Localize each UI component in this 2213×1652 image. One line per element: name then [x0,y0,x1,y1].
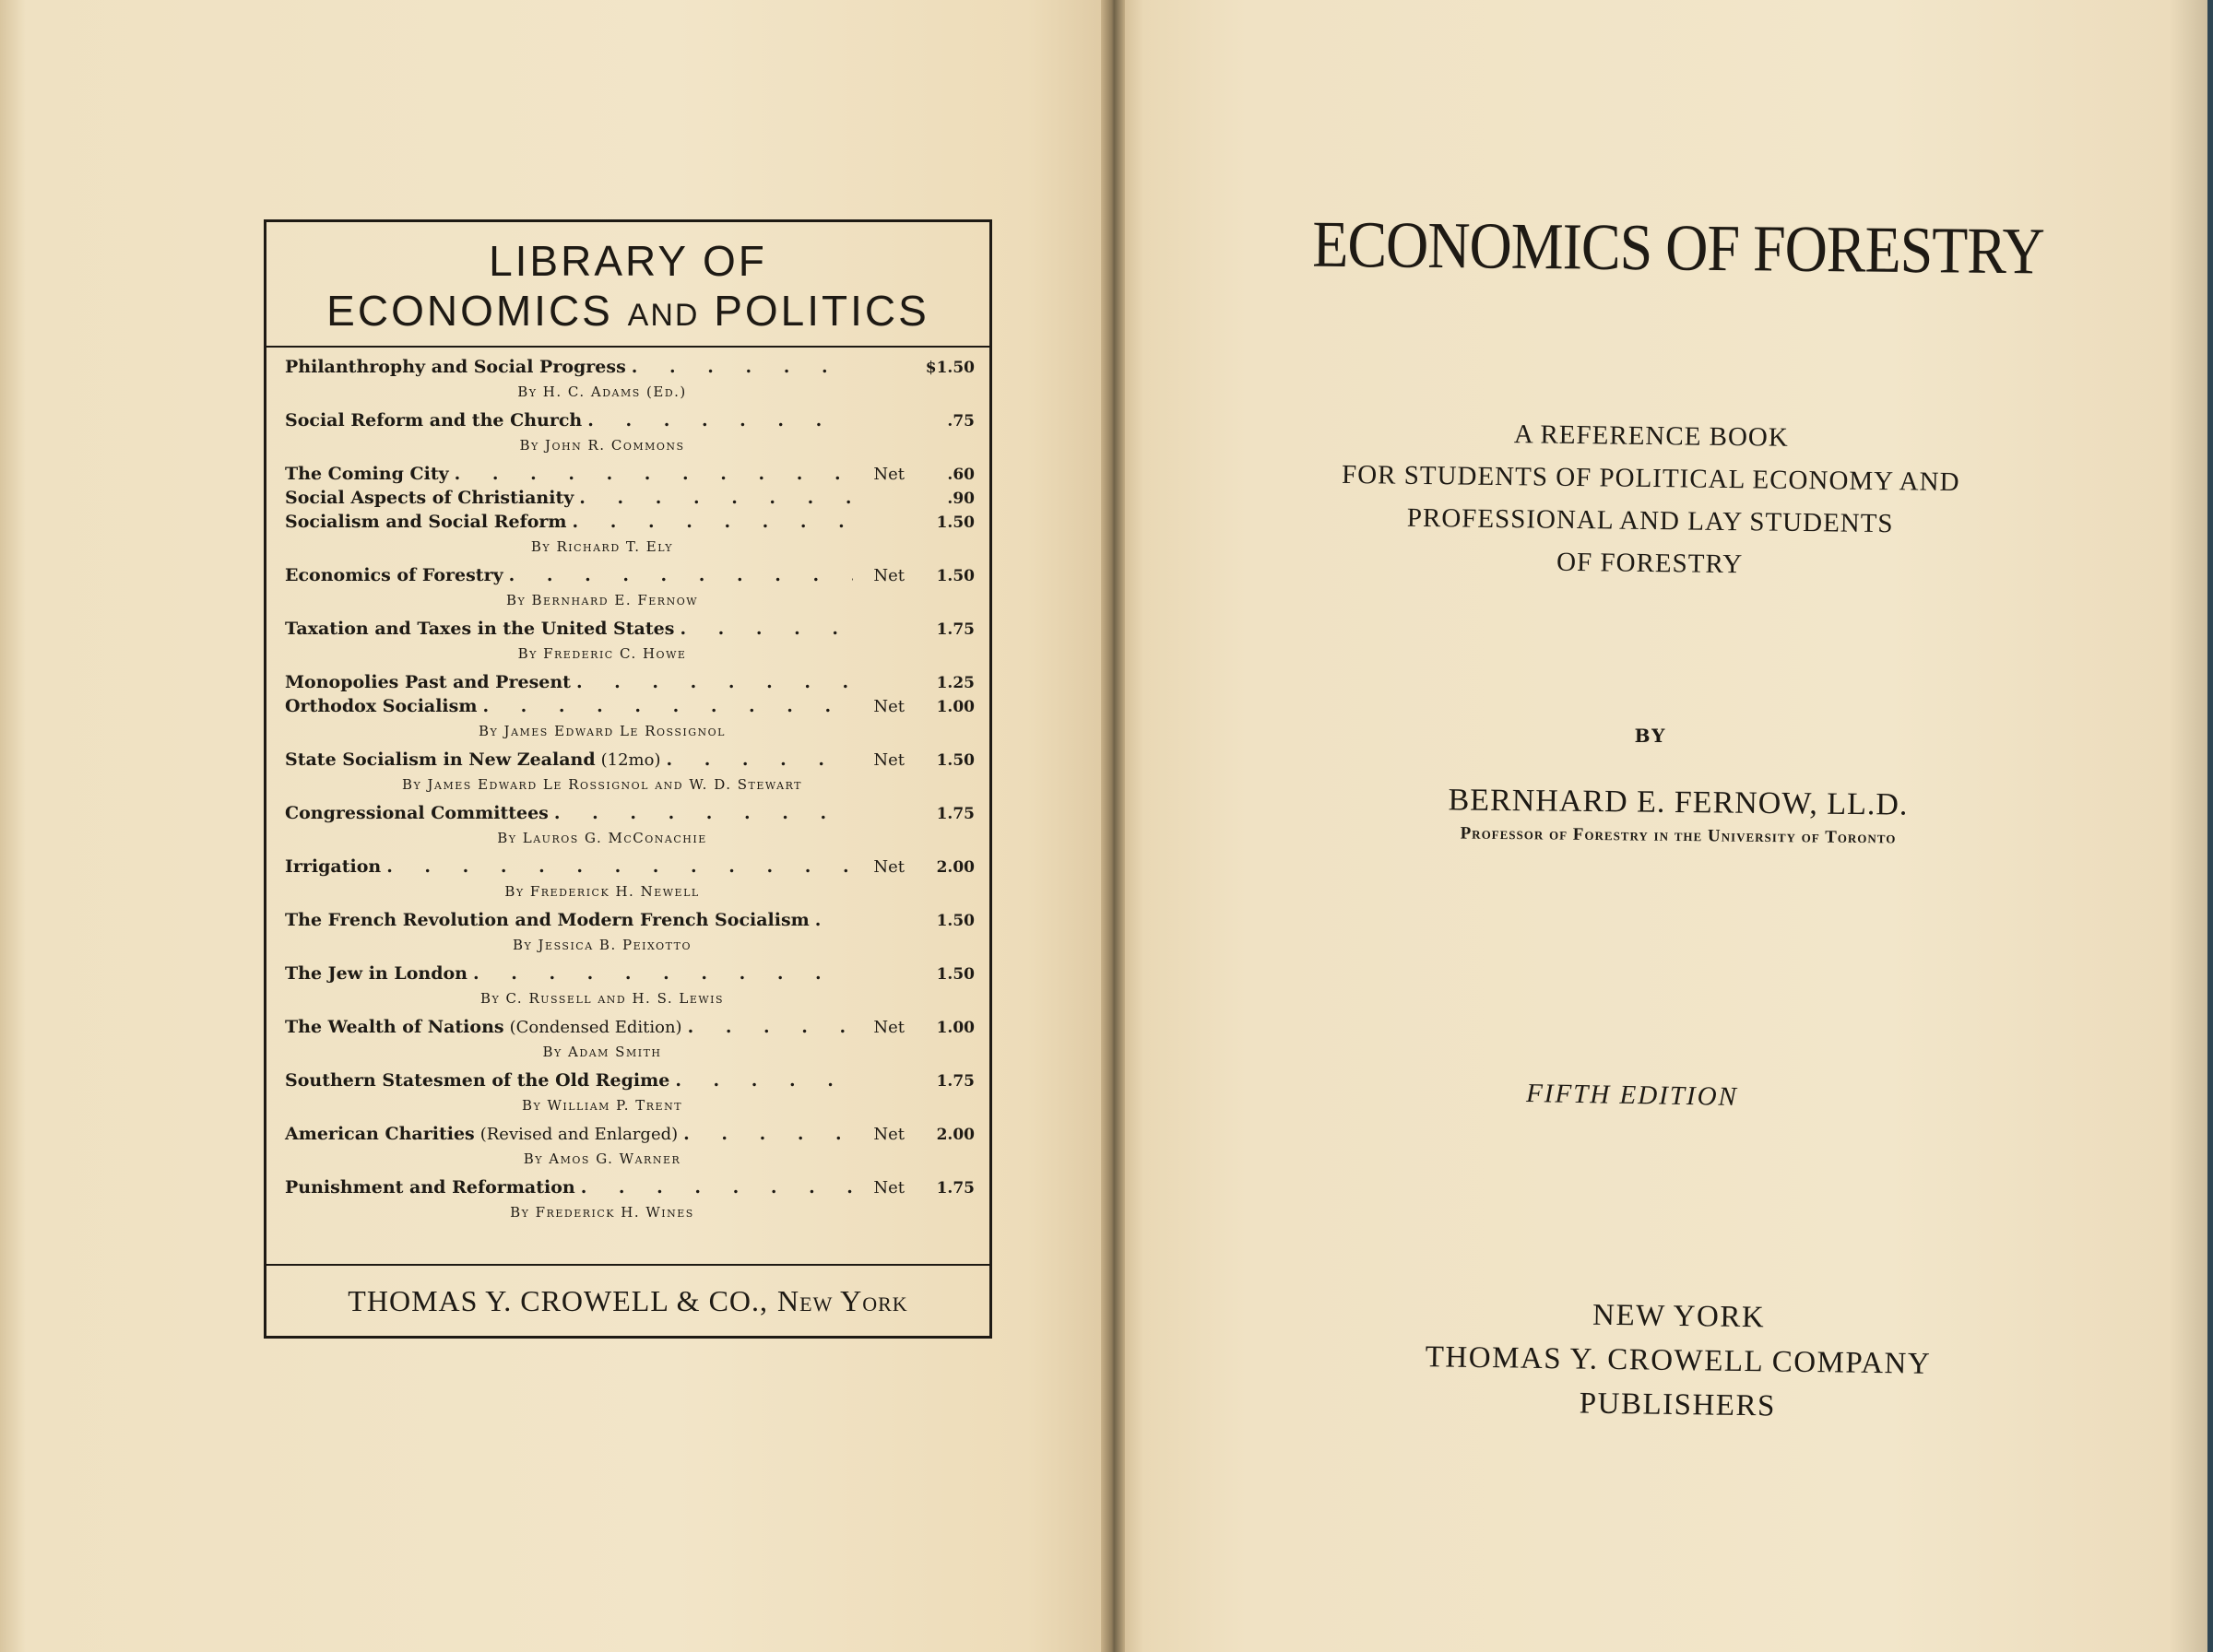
edition-label: FIFTH EDITION [1525,1078,1739,1113]
book-subtitle [1281,410,2020,589]
book-entry-row [285,1177,975,1201]
dot-leader [587,410,853,431]
series-advertisement-box [264,219,992,1339]
imprint-line: THOMAS Y. CROWELL COMPANY [1425,1340,1932,1381]
book-entry-row [285,1070,975,1094]
book-title-text: The French Revolution and Modern French Socialism [285,910,810,930]
book-title-text: The Wealth of Nations [285,1017,504,1037]
author-name: BERNHARD E. FERNOW, LL.D. [1448,783,1909,822]
book-note: (Condensed Edition) [509,1018,682,1037]
book-entry [285,963,975,1009]
dot-leader [680,619,853,639]
book-price: 1.50 [936,965,975,984]
book-title-text: The Jew in London [285,963,467,984]
series-heading-line2 [266,285,989,341]
dot-leader [386,856,853,877]
net-label: Net [873,1018,905,1037]
book-title-text: American Charities [285,1124,475,1144]
book-entry [285,410,975,456]
subtitle-line: OF FORESTRY [1556,547,1744,580]
book-author: By Richard T. Ely [530,538,674,555]
book-note: (12mo) [600,750,661,770]
book-title-text: Taxation and Taxes in the United States [285,619,675,639]
net-label: Net [873,750,905,770]
book-entry [285,357,975,403]
book-author: By Frederick H. Wines [510,1204,694,1221]
series-heading-and: AND [627,298,700,333]
by-label: BY [1634,725,1667,747]
author-affiliation: Professor of Forestry in the University of Toronto [1460,823,1897,848]
book-price: .90 [947,490,975,508]
dot-leader [482,696,853,716]
book-entry-row [285,357,975,381]
book-entry-row [285,410,975,434]
footer-publisher: THOMAS Y. CROWELL & CO., [348,1283,769,1317]
dot-leader [666,749,853,770]
dot-leader [581,1177,853,1198]
net-label: Net [873,566,905,585]
book-entry [285,1017,975,1063]
book-author: By James Edward Le Rossignol [479,723,726,739]
dot-leader [632,357,853,377]
dot-leader [815,910,853,930]
book-price: 1.50 [936,912,975,930]
book-price: 1.50 [936,513,975,532]
book-entry [285,565,975,611]
book-author: By H. C. Adams (Ed.) [517,384,687,400]
dot-leader [573,512,853,532]
book-title-text: Punishment and Reformation [285,1177,575,1198]
book-price: 1.00 [936,698,975,716]
series-heading-word1: ECONOMICS [326,287,613,335]
net-label: Net [873,465,905,484]
book-price: 1.50 [936,751,975,770]
dot-leader [576,672,853,692]
book-entry [285,488,975,512]
book-title-text: Monopolies Past and Present [285,672,571,692]
book-author: By Lauros G. McConachie [497,830,707,846]
book-entry [285,696,975,742]
book-entry-row [285,856,975,880]
subtitle-line: A REFERENCE BOOK [1513,419,1790,453]
book-entry-row [285,803,975,827]
book-author: By Frederick H. Newell [504,883,700,900]
book-entry [285,1124,975,1170]
net-label: Net [873,697,905,716]
book-entry-row [285,512,975,536]
book-entry-row [285,464,975,488]
book-entry-row [285,1017,975,1041]
book-entry [285,749,975,796]
book-entry [285,619,975,665]
book-entry [285,910,975,956]
book-entry [285,803,975,849]
dot-leader [455,464,853,484]
book-title-text: Orthodox Socialism [285,696,478,716]
book-price: 1.75 [936,1072,975,1091]
book-entry [285,856,975,903]
book-gutter [1101,0,1125,1652]
book-entry [285,464,975,488]
book-title-text: Social Aspects of Christianity [285,488,574,508]
book-title-text: Philanthrophy and Social Progress [285,357,626,377]
imprint-line: NEW YORK [1592,1298,1766,1335]
book-entry-row [285,672,975,696]
book-author: By C. Russell and H. S. Lewis [479,990,725,1007]
book-entry-row [285,963,975,987]
book-author: By William P. Trent [521,1097,683,1114]
book-title-text: State Socialism in New Zealand [285,749,596,770]
book-price: 1.00 [936,1019,975,1037]
net-label: Net [873,857,905,877]
book-price: 1.75 [936,805,975,823]
book-price: .60 [947,466,975,484]
book-author: By John R. Commons [519,437,685,454]
book-entry-row [285,749,975,773]
book-title-text: The Coming City [285,464,449,484]
book-author: By Amos G. Warner [523,1150,681,1167]
book-entry-row [285,1124,975,1148]
book-author: By James Edward Le Rossignol and W. D. Stewart [401,776,803,793]
book-author: By Jessica B. Peixotto [512,937,692,953]
book-entry-row [285,488,975,512]
dot-leader [579,488,853,508]
book-entry [285,672,975,696]
imprint-line: PUBLISHERS [1579,1386,1777,1423]
book-price: 1.75 [936,620,975,639]
series-heading-word2: POLITICS [714,287,929,335]
book-title-text: Economics of Forestry [285,565,503,585]
footer-city: New York [777,1283,908,1317]
book-price: 2.00 [936,1126,975,1144]
net-label: Net [873,1178,905,1198]
publisher-imprint [1308,1289,2048,1432]
book-price: 1.75 [936,1179,975,1198]
net-label: Net [873,1125,905,1144]
dot-leader [675,1070,853,1091]
book-entry-row [285,910,975,934]
book-list [266,348,989,1223]
book-price: 1.50 [936,567,975,585]
book-author: By Bernhard E. Fernow [505,592,699,608]
book-note: (Revised and Enlarged) [479,1125,679,1144]
book-entry [285,512,975,558]
book-title: ECONOMICS OF FORESTRY [1312,206,2045,289]
subtitle-line: PROFESSIONAL AND LAY STUDENTS [1406,502,1894,539]
book-author: By Adam Smith [542,1044,662,1060]
dot-leader [683,1124,853,1144]
book-author: By Frederic C. Howe [517,645,687,662]
dot-leader [554,803,853,823]
series-heading [266,222,989,348]
dot-leader [688,1017,853,1037]
book-price: 1.25 [936,674,975,692]
page-edge [2207,0,2213,1652]
book-title-text: Socialism and Social Reform [285,512,567,532]
dot-leader [509,565,853,585]
book-title-text: Irrigation [285,856,382,877]
subtitle-line: FOR STUDENTS OF POLITICAL ECONOMY AND [1341,459,1960,498]
book-entry [285,1070,975,1116]
book-price: $1.50 [925,359,975,377]
book-price: 2.00 [936,858,975,877]
book-entry-row [285,565,975,589]
book-title-text: Congressional Committees [285,803,549,823]
book-entry [285,1177,975,1223]
book-entry-row [285,619,975,643]
series-heading-line1: LIBRARY OF [489,237,767,285]
book-title-text: Social Reform and the Church [285,410,583,431]
publisher-footer [266,1264,989,1336]
book-entry-row [285,696,975,720]
book-title-text: Southern Statesmen of the Old Regime [285,1070,670,1091]
dot-leader [473,963,853,984]
book-price: .75 [947,412,975,431]
